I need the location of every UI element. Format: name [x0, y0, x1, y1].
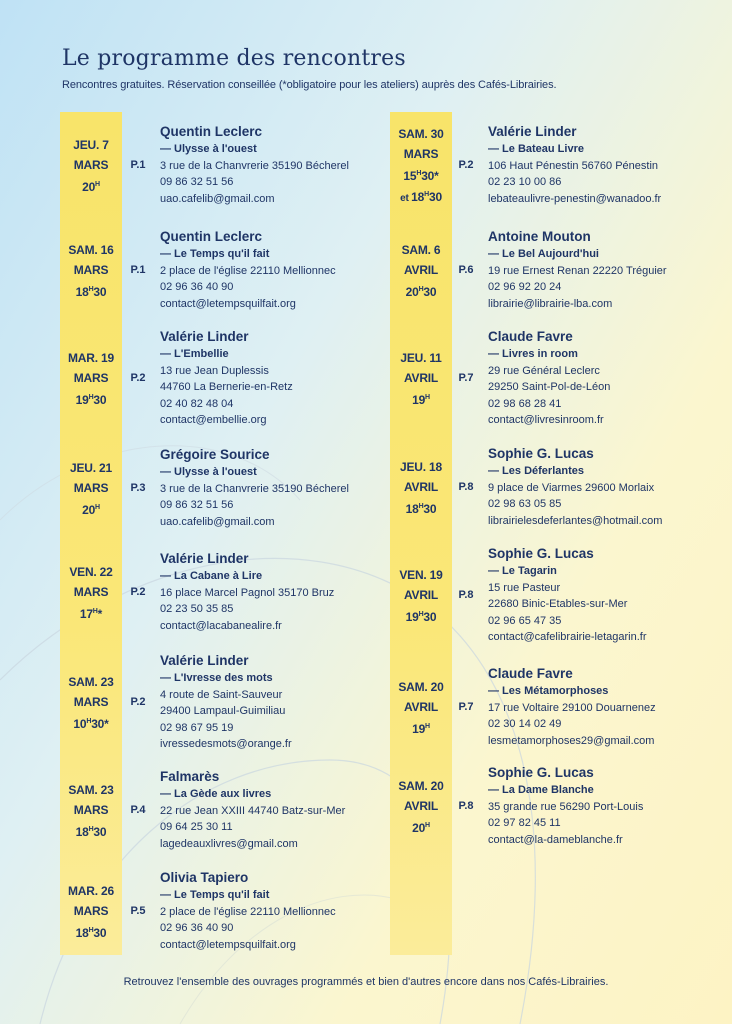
event-date: [60, 222, 122, 320]
event-date-line: MARS: [73, 695, 109, 709]
event-date: [60, 438, 122, 540]
event-email[interactable]: contact@letempsquilfait.org: [160, 938, 296, 951]
event-contact-line: 02 96 65 47 35: [488, 614, 562, 627]
event-date-line: SAM. 16: [68, 243, 114, 257]
event-date-line: $18^H30$: [405, 502, 437, 516]
event-date-line: $17^H*$: [79, 607, 103, 621]
footer-note: Retrouvez l'ensemble des ouvrages programmés et bien d'autres encore dans nos Cafés-Librairies.: [123, 976, 609, 988]
event-page-ref: P.8: [458, 481, 474, 493]
event-page-ref: P.4: [130, 804, 146, 816]
event-date-line: $15^H30*$: [403, 169, 439, 183]
event-date-line: JEU. 21: [70, 461, 112, 475]
event-info: [160, 768, 345, 852]
event-date-line: MARS: [73, 803, 109, 817]
event-email[interactable]: contact@letempsquilfait.org: [160, 297, 296, 310]
event-date-line: MARS: [73, 263, 109, 277]
event-contact-line: 09 86 32 51 56: [160, 499, 234, 512]
event-page-ref: P.1: [130, 264, 146, 276]
event-date: [390, 110, 452, 222]
event-author: Claude Favre: [488, 329, 573, 344]
event-author: Falmarès: [160, 769, 220, 785]
event-contact-line: 29400 Lampaul-Guimiliau: [160, 705, 286, 717]
event-date-line: JEU. 18: [400, 460, 442, 474]
event-page-ref: P.5: [130, 905, 146, 917]
event-date-line: JEU. 11: [400, 351, 442, 365]
event-contact-line: 15 rue Pasteur: [488, 581, 561, 594]
event-email[interactable]: librairie@librairie-lba.com: [488, 297, 613, 310]
event-info: [160, 328, 293, 429]
event-contact-line: 09 64 25 30 11: [160, 821, 233, 834]
event-date: [390, 654, 452, 762]
event-contact-line: 02 97 82 45 11: [488, 817, 561, 830]
event-email[interactable]: librairielesdeferlantes@hotmail.com: [488, 514, 663, 527]
event-contact-line: 22680 Binic-Etables-sur-Mer: [488, 598, 628, 610]
event-date: [60, 540, 122, 646]
page-title: Le programme des rencontres: [62, 46, 406, 71]
event-author: Valérie Linder: [160, 653, 249, 668]
event-page-ref: P.8: [458, 800, 474, 812]
event-date: [390, 222, 452, 320]
event-email[interactable]: uao.cafelib@gmail.com: [160, 515, 275, 528]
event-author: Antoine Mouton: [488, 229, 591, 245]
event-page-ref: P.2: [130, 696, 146, 708]
event-page-ref: P.6: [458, 264, 474, 276]
event-author: Grégoire Sourice: [160, 447, 270, 463]
event-bookshop: — Le Tagarin: [488, 565, 557, 577]
event-date-line: AVRIL: [403, 263, 439, 277]
event-date-line: $20^H$: [82, 503, 100, 517]
event-date-line: $19^H$: [412, 722, 430, 736]
event-page-ref: P.3: [130, 482, 146, 494]
event-contact-line: 22 rue Jean XXIII 44740 Batz-sur-Mer: [160, 804, 346, 817]
event-email[interactable]: contact@cafelibrairie-letagarin.fr: [488, 631, 647, 643]
event-author: Quentin Leclerc: [160, 229, 263, 245]
event-email[interactable]: lebateaulivre-penestin@wanadoo.fr: [488, 192, 662, 205]
event-info: [488, 445, 662, 529]
event-date-line: SAM. 20: [398, 779, 444, 793]
event-page-ref: P.1: [130, 159, 146, 171]
event-contact-line: 29250 Saint-Pol-de-Léon: [488, 381, 611, 393]
event-author: Claude Favre: [488, 666, 573, 682]
event-date: [390, 438, 452, 538]
event-info: [160, 446, 349, 530]
event-contact-line: 02 23 50 35 85: [160, 603, 234, 616]
event-contact-line: 16 place Marcel Pagnol 35170 Bruz: [160, 586, 335, 599]
event-info: [488, 328, 610, 429]
event-date-line: MAR. 19: [68, 351, 114, 365]
event-contact-line: 44760 La Bernerie-en-Retz: [160, 381, 293, 393]
event-date-line: MARS: [73, 904, 109, 918]
event-page-ref: P.2: [458, 159, 474, 171]
event-info: [160, 652, 292, 753]
event-email[interactable]: contact@livresinroom.fr: [488, 414, 604, 426]
event-contact-line: 106 Haut Pénestin 56760 Pénestin: [488, 159, 659, 172]
page-subtitle: Rencontres gratuites. Réservation conseillée (*obligatoire pour les ateliers) auprès des Cafés-Librairies.: [62, 79, 557, 91]
event-email[interactable]: contact@la-dameblanche.fr: [488, 833, 623, 846]
event-contact-line: 02 23 10 00 86: [488, 176, 562, 189]
event-date: [60, 110, 122, 222]
event-date: [390, 762, 452, 852]
event-contact-line: 13 rue Jean Duplessis: [160, 364, 269, 377]
event-bookshop: — Le Temps qu'il fait: [160, 889, 270, 902]
event-date-line: AVRIL: [403, 371, 439, 385]
event-bookshop: — L'Ivresse des mots: [160, 672, 273, 684]
event-info: [488, 764, 643, 848]
event-bookshop: — Le Bel Aujourd'hui: [488, 248, 599, 261]
event-email[interactable]: contact@embellie.org: [160, 414, 267, 426]
event-contact-line: 02 96 36 40 90: [160, 922, 234, 935]
event-date-line: MARS: [73, 481, 109, 495]
event-info: [488, 665, 656, 749]
event-contact-line: 29 rue Général Leclerc: [488, 364, 600, 377]
event-contact-line: 02 98 67 95 19: [160, 721, 234, 734]
event-bookshop: — Les Métamorphoses: [488, 685, 609, 698]
event-info: [488, 123, 661, 207]
event-info: [160, 228, 336, 312]
event-date: [60, 760, 122, 862]
event-page-ref: P.8: [458, 589, 474, 601]
event-bookshop: — Ulysse à l'ouest: [160, 466, 257, 479]
event-date-line: AVRIL: [403, 588, 439, 602]
event-bookshop: — Ulysse à l'ouest: [160, 143, 257, 156]
event-author: Valérie Linder: [160, 329, 249, 344]
event-date-line: $10^H30*$: [73, 717, 109, 731]
event-date: [60, 862, 122, 962]
event-date-line: MAR. 26: [68, 884, 114, 898]
event-date-line: AVRIL: [403, 480, 439, 494]
event-contact-line: 3 rue de la Chanvrerie 35190 Bécherel: [160, 159, 349, 172]
event-bookshop: — Livres in room: [488, 348, 578, 360]
event-author: Sophie G. Lucas: [488, 765, 594, 781]
event-date-line: $18^H30$: [75, 825, 107, 839]
event-info: [160, 550, 334, 634]
event-date-line: $20^H$: [412, 821, 430, 835]
event-bookshop: — Le Bateau Livre: [488, 143, 584, 156]
event-author: Sophie G. Lucas: [488, 446, 594, 462]
event-date-line: SAM. 6: [401, 243, 441, 257]
event-author: Valérie Linder: [160, 551, 249, 567]
event-date-line: SAM. 20: [398, 680, 444, 694]
event-date: [60, 646, 122, 760]
event-contact-line: 3 rue de la Chanvrerie 35190 Bécherel: [160, 482, 349, 495]
event-contact-line: 35 grande rue 56290 Port-Louis: [488, 800, 644, 813]
event-date-line: $18^H30$: [75, 285, 107, 299]
event-bookshop: — L'Embellie: [160, 348, 229, 360]
event-page-ref: P.7: [458, 372, 474, 384]
event-bookshop: — La Cabane à Lire: [160, 570, 263, 583]
event-date-line: AVRIL: [403, 700, 439, 714]
event-date-line: AVRIL: [403, 799, 439, 813]
event-bookshop: — Les Déferlantes: [488, 465, 584, 478]
event-page-ref: P.2: [130, 372, 146, 384]
event-bookshop: — Le Temps qu'il fait: [160, 248, 270, 261]
event-date-line: $20^H30$: [405, 285, 437, 299]
event-date-line: et $18^H30$: [400, 190, 442, 204]
event-date-line: $19^H$: [412, 393, 430, 407]
event-contact-line: 02 96 92 20 24: [488, 281, 562, 294]
event-info: [488, 228, 667, 312]
event-date: [60, 320, 122, 438]
event-date-line: SAM. 23: [68, 675, 114, 689]
event-date-line: SAM. 23: [68, 783, 114, 797]
event-date-line: $19^H30$: [405, 610, 437, 624]
event-contact-line: 02 40 82 48 04: [160, 397, 234, 410]
event-info: [160, 869, 336, 953]
event-page-ref: P.7: [458, 701, 474, 713]
event-date-line: $19^H30$: [75, 393, 107, 407]
event-info: [160, 123, 349, 207]
event-date-line: $20^H$: [82, 180, 100, 194]
event-date: [390, 538, 452, 654]
event-date-line: VEN. 19: [399, 568, 443, 582]
event-date-line: $18^H30$: [75, 926, 107, 940]
event-email[interactable]: contact@lacabanealire.fr: [160, 619, 282, 632]
event-email[interactable]: lagedeauxlivres@gmail.com: [160, 837, 298, 850]
event-page-ref: P.2: [130, 586, 146, 598]
event-bookshop: — La Gède aux livres: [160, 788, 272, 801]
event-info: [488, 545, 647, 646]
event-email[interactable]: uao.cafelib@gmail.com: [160, 192, 275, 205]
event-date-line: VEN. 22: [69, 565, 113, 579]
event-contact-line: 02 30 14 02 49: [488, 718, 562, 731]
event-author: Quentin Leclerc: [160, 124, 263, 140]
event-contact-line: 4 route de Saint-Sauveur: [160, 688, 283, 701]
event-author: Valérie Linder: [488, 124, 577, 140]
event-bookshop: — La Dame Blanche: [488, 784, 594, 797]
event-contact-line: 09 86 32 51 56: [160, 176, 234, 189]
event-date: [390, 320, 452, 438]
event-contact-line: 2 place de l'église 22110 Mellionnec: [160, 905, 336, 918]
event-email[interactable]: ivressedesmots@orange.fr: [160, 738, 292, 750]
event-contact-line: 02 96 36 40 90: [160, 281, 234, 294]
event-contact-line: 17 rue Voltaire 29100 Douarnenez: [488, 701, 656, 714]
event-date-line: SAM. 30: [398, 127, 444, 141]
event-date-line: MARS: [403, 147, 439, 161]
event-date-line: JEU. 7: [73, 138, 109, 152]
event-contact-line: 02 98 63 05 85: [488, 498, 562, 511]
event-contact-line: 19 rue Ernest Renan 22220 Tréguier: [488, 264, 667, 277]
event-contact-line: 02 98 68 28 41: [488, 397, 562, 410]
event-contact-line: 2 place de l'église 22110 Mellionnec: [160, 264, 336, 277]
event-date-line: MARS: [73, 158, 109, 172]
event-date-line: MARS: [73, 371, 109, 385]
event-author: Sophie G. Lucas: [488, 546, 594, 561]
event-email[interactable]: lesmetamorphoses29@gmail.com: [488, 734, 655, 747]
event-date-line: MARS: [73, 585, 109, 599]
event-author: Olivia Tapiero: [160, 870, 249, 886]
event-contact-line: 9 place de Viarmes 29600 Morlaix: [488, 481, 655, 494]
